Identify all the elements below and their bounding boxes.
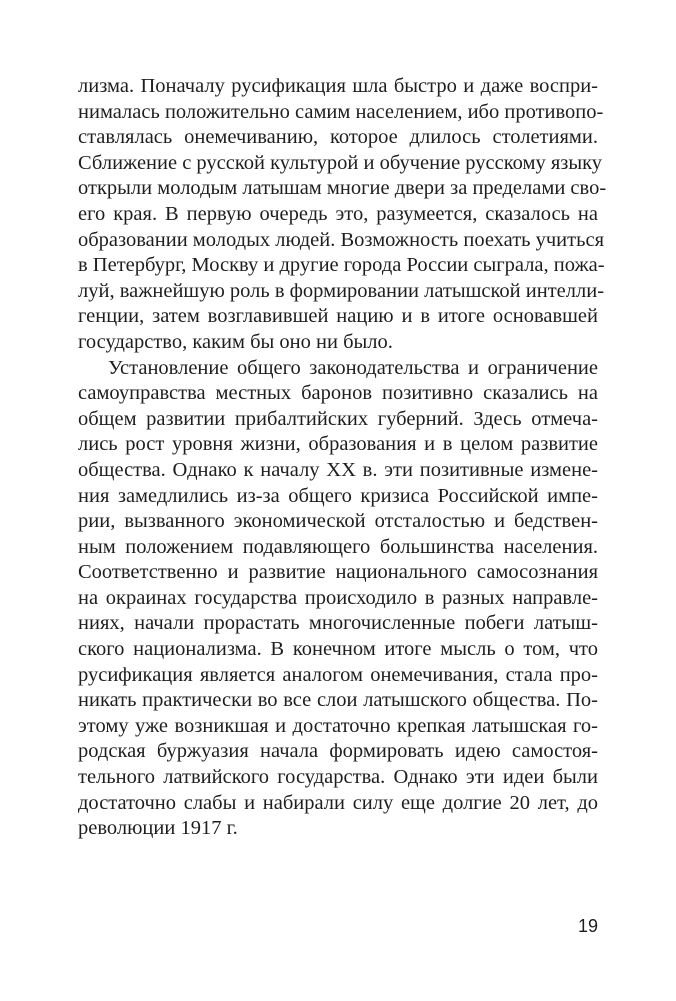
text-line: общем развитии прибалтийских губерний. Здесь отмеча- [78, 407, 598, 430]
text-line: луй, важнейшую роль в формировании латышской интелли- [78, 279, 605, 302]
paragraph-1 [78, 74, 607, 356]
text-line: лись рост уровня жизни, образования и в целом развитие [78, 433, 598, 456]
text-line: открыли молодым латышам многие двери за пределами сво- [78, 177, 607, 200]
text-line: лизма. Поначалу русификация шла быстро и даже воспри- [78, 75, 598, 97]
text-line: родская буржуазия начала формировать идею самостоя- [78, 740, 598, 763]
text-line: в Петербург, Москву и другие города России сыграла, пожа- [78, 254, 605, 277]
body-text [78, 74, 607, 842]
text-line: общества. Однако к началу XX в. эти позитивные измене- [78, 458, 598, 481]
text-line: нималась положительно самим населением, ибо противопо- [78, 100, 604, 123]
text-line: рии, вызванного экономической отсталостью и бедствен- [78, 510, 598, 533]
text-line: никать практически во все слои латышского общества. По- [78, 689, 598, 712]
text-line: его края. В первую очередь это, разумеется, сказалось на [78, 202, 598, 225]
page-number: 19 [577, 916, 598, 936]
text-line: генции, затем возглавившей нацию и в итоге основавшей [78, 305, 598, 328]
text-line: достаточно слабы и набирали силу еще долгие 20 лет, до [78, 791, 598, 814]
text-line: ным положением подавляющего большинства населения. [78, 535, 598, 558]
text-line: ского национализма. В конечном итоге мысль о том, что [78, 638, 598, 661]
text-line: ниях, начали прорастать многочисленные побеги латыш- [78, 612, 598, 635]
text-line: ставлялась онемечиванию, которое длилось столетиями. [78, 126, 598, 149]
text-line: Соответственно и развитие национального самосознания [78, 561, 598, 584]
text-line: на окраинах государства происходило в разных направле- [78, 586, 598, 609]
text-line: образовании молодых людей. Возможность поехать учиться [78, 228, 604, 251]
text-line: ния замедлились из-за общего кризиса Российской импе- [78, 484, 598, 507]
text-line: этому уже возникшая и достаточно крепкая латышская го- [78, 714, 598, 737]
text-line: революции 1917 г. [78, 817, 238, 840]
text-line: Сближение с русской культурой и обучение русскому языку [78, 151, 603, 174]
text-line: русификация является аналогом онемечивания, стала про- [78, 663, 598, 686]
text-line: самоуправства местных баронов позитивно сказались на [78, 382, 598, 405]
paragraph-2 [78, 356, 598, 842]
text-line: тельного латвийского государства. Однако эти идеи были [78, 766, 598, 789]
text-line: Установление общего законодательства и ограничение [108, 356, 598, 379]
text-line: государство, каким бы оно ни было. [78, 330, 393, 353]
